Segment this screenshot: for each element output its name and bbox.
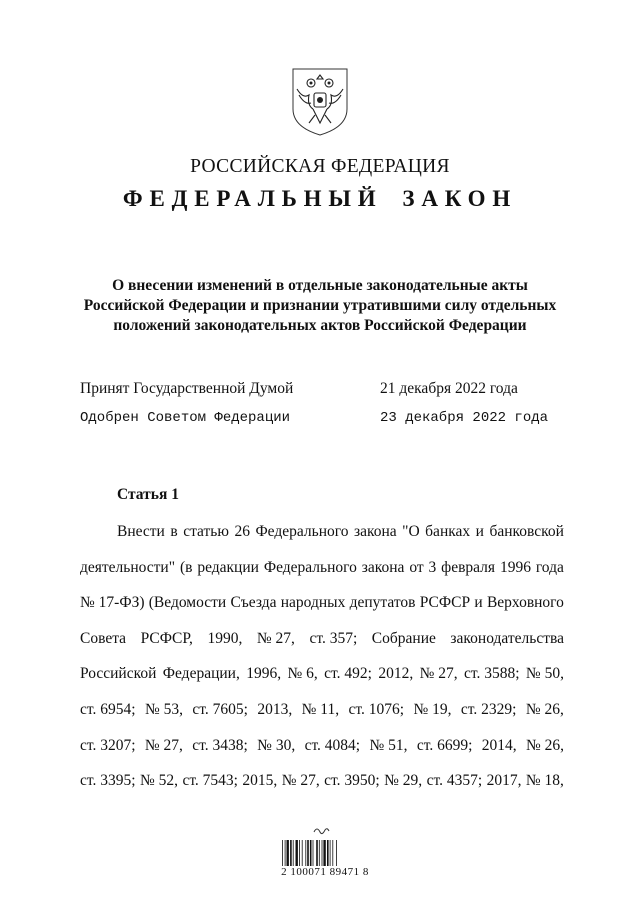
article-word: № 17-ФЗ) bbox=[80, 594, 145, 612]
article-word: № 18, bbox=[525, 772, 564, 790]
barcode-icon bbox=[278, 824, 368, 870]
article-word: № 19, bbox=[413, 700, 452, 718]
council-approval-label: Одобрен Советом Федерации bbox=[80, 410, 291, 426]
article-word: февраля bbox=[441, 558, 496, 576]
article-word: Федерального bbox=[255, 523, 349, 540]
article-word: Собрание bbox=[371, 629, 436, 647]
article-word: 2012, bbox=[378, 665, 414, 683]
article-word: 1990, bbox=[207, 629, 243, 647]
article-word: РСФСР, bbox=[140, 629, 193, 647]
subject-line: положений законодательных актов Российской Федерации bbox=[113, 317, 527, 334]
article-word: № 27, bbox=[419, 665, 458, 683]
article-word: "О bbox=[402, 523, 420, 540]
article-word: ст. 3395; bbox=[80, 772, 136, 790]
article-word: № 30, bbox=[257, 736, 296, 754]
article-word: Внести bbox=[117, 523, 165, 540]
article-text-line bbox=[80, 585, 564, 621]
article-word: ст. 3438; bbox=[192, 736, 248, 754]
article-word: 2013, bbox=[257, 700, 293, 718]
article-word: ст. 3207; bbox=[80, 736, 136, 754]
article-word: 26 bbox=[234, 523, 250, 540]
council-approval-date: 23 декабря 2022 года bbox=[380, 410, 549, 426]
coat-of-arms-icon bbox=[289, 65, 351, 137]
article-word: Российской bbox=[80, 665, 157, 683]
article-word: ст. 7605; bbox=[192, 700, 248, 718]
article-word: № 50, bbox=[525, 665, 564, 683]
document-type bbox=[0, 186, 640, 212]
article-word: закона bbox=[361, 558, 405, 576]
article-word: года bbox=[535, 558, 564, 576]
article-word: 2014, bbox=[481, 736, 517, 754]
article-word: Федерации, bbox=[162, 665, 240, 683]
article-word: ст. 6699; bbox=[416, 736, 473, 754]
article-body bbox=[80, 514, 564, 799]
article-word: законодательства bbox=[450, 629, 564, 647]
article-word: Совета bbox=[80, 629, 127, 647]
article-word: ст. 4357; bbox=[426, 772, 483, 790]
article-word: (Ведомости bbox=[148, 594, 227, 612]
article-word: народных bbox=[280, 594, 346, 612]
article-word: ст. 3588; bbox=[463, 665, 520, 683]
subject-line: Российской Федерации и признании утратившими силу отдельных bbox=[83, 297, 557, 314]
article-word: ст. 357; bbox=[309, 629, 358, 647]
article-word: ст. 7543; bbox=[182, 772, 238, 790]
article-word: № 26, bbox=[525, 736, 564, 754]
duma-adoption-label: Принят Государственной Думой bbox=[80, 380, 294, 397]
article-word: деятельности" bbox=[80, 558, 176, 576]
article-word: (в bbox=[179, 558, 193, 576]
article-word: банках bbox=[425, 523, 471, 540]
article-word: № 6, bbox=[287, 665, 318, 683]
article-text-line bbox=[80, 514, 564, 550]
article-word: закона bbox=[353, 523, 397, 540]
article-word: № 26, bbox=[525, 700, 564, 718]
law-word-law: ЗАКОН bbox=[402, 186, 518, 211]
article-word: от bbox=[409, 558, 424, 576]
article-word: № 11, bbox=[301, 700, 340, 718]
article-word: 2017, bbox=[486, 772, 522, 790]
article-word: статью bbox=[183, 523, 229, 540]
article-word: РСФСР bbox=[419, 594, 471, 612]
article-word: 1996 bbox=[499, 558, 531, 576]
law-word-federal: ФЕДЕРАЛЬНЫЙ bbox=[122, 186, 383, 211]
article-word: и bbox=[474, 594, 483, 612]
article-word: Верховного bbox=[486, 594, 564, 612]
article-word: ст. 2329; bbox=[460, 700, 517, 718]
article-word: Федерального bbox=[263, 558, 357, 576]
subject-line: О внесении изменений в отдельные законодательные акты bbox=[112, 277, 528, 294]
article-word: и bbox=[475, 523, 484, 540]
article-word: ст. 4084; bbox=[304, 736, 361, 754]
article-word: редакции bbox=[197, 558, 259, 576]
barcode-number: 2 100071 89471 8 bbox=[281, 866, 369, 878]
law-subject bbox=[70, 276, 570, 336]
article-word: ст. 3950; bbox=[324, 772, 380, 790]
article-text-line bbox=[80, 728, 564, 764]
article-word: № 51, bbox=[369, 736, 408, 754]
article-word: № 53, bbox=[144, 700, 183, 718]
article-word: 2015, bbox=[242, 772, 278, 790]
article-text-line bbox=[80, 692, 564, 728]
article-word: ст. 1076; bbox=[348, 700, 405, 718]
country-name: РОССИЙСКАЯ ФЕДЕРАЦИЯ bbox=[190, 156, 450, 177]
article-word: № 27, bbox=[144, 736, 183, 754]
article-word: депутатов bbox=[349, 594, 416, 612]
article-word: 1996, bbox=[246, 665, 282, 683]
duma-adoption-date: 21 декабря 2022 года bbox=[380, 380, 518, 397]
article-word: 3 bbox=[428, 558, 437, 576]
article-word: № 27, bbox=[281, 772, 320, 790]
article-word: № 29, bbox=[384, 772, 423, 790]
article-title: Статья 1 bbox=[117, 486, 179, 503]
article-word: Съезда bbox=[230, 594, 277, 612]
article-word: банковской bbox=[489, 523, 564, 540]
article-word: № 27, bbox=[256, 629, 295, 647]
article-word: в bbox=[170, 523, 178, 540]
article-text-line bbox=[80, 621, 564, 657]
article-word: ст. 6954; bbox=[80, 700, 136, 718]
article-text-line bbox=[80, 656, 564, 692]
article-text-line bbox=[80, 550, 564, 586]
article-text-line bbox=[80, 763, 564, 799]
article-word: ст. 492; bbox=[324, 665, 372, 683]
article-word: № 52, bbox=[139, 772, 179, 790]
